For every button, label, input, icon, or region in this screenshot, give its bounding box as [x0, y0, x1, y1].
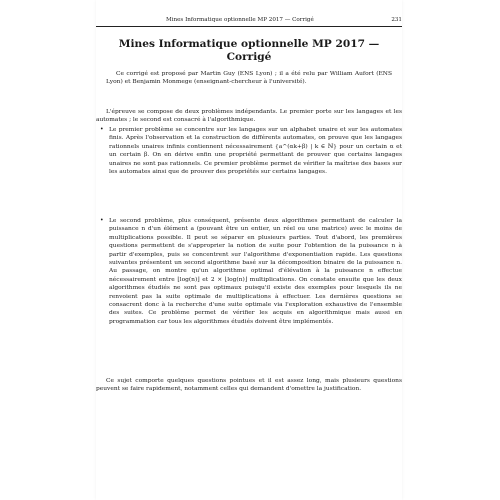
bullet-marker: • — [100, 126, 104, 133]
closing-paragraph: Ce sujet comporte quelques questions pointues et il est assez long, mais plusieurs questions peuvent se faire rapidement, notamment celles qui demandent d'omettre la justification. — [96, 378, 402, 393]
page-number: 231 — [391, 17, 402, 23]
section-intro-paragraph: L'épreuve se compose de deux problèmes indépendants. Le premier porte sur les langages et les automates ; le second est consacré à l'algorithmique. — [96, 109, 402, 124]
bullet-marker: • — [100, 217, 104, 224]
page-header — [96, 16, 402, 24]
list-item — [96, 126, 402, 176]
list-item — [96, 217, 402, 326]
intro-paragraph: Ce corrigé est proposé par Martin Guy (ENS Lyon) ; il a été relu par William Aufort (ENS Lyon) et Benjamin Monmege (enseignant-chercheur à l'université). — [106, 71, 392, 86]
list-item-text: Le premier problème se concentre sur les langages sur un alphabet unaire et sur les automates finis. Après l'observation et la construction de différents automates, on prouve que les langages rationnels unaires infinis contiennent nécessairement {a^(αk+β) | k ∈ ℕ} pour un certain α et un certain β. On en dérive enfin une propriété permettant de prouver que certains langages unaires ne sont pas rationnels. Ce premier problème permet de vérifier la maîtrise des bases sur les automates ainsi que de prouver des propriétés sur certains langages. — [109, 127, 402, 176]
document-page — [96, 0, 402, 500]
running-title: Mines Informatique optionnelle MP 2017 — Corrigé — [166, 17, 314, 23]
list-item-text: Le second problème, plus conséquent, présente deux algorithmes permettant de calculer la puissance n d'un élément a (pouvant être un entier, un réel ou une matrice) avec le moins de multiplications possible. Il peut se séparer en plusieurs parties. Tout d'abord, les premières questions permettent de s'approprier la notion de suite pour l'obtention de la puissance n à partir d'exemples, puis se concentrent sur l'algorithme d'exponentiation rapide. Les questions suivantes présentent un second algorithme basé sur la décomposition binaire de la puissance n. Au passage, on montre qu'un algorithme optimal d'élévation à la puissance n effectue nécessairement entre ⌊log(n)⌋ et 2 × ⌊log(n)⌋ multiplications. On constate ensuite que les deux algorithmes étudiés ne sont pas optimaux puisqu'il existe des exemples pour lesquels ils ne renvoient pas la suite optimale de multiplications à effectuer. Les dernières questions se consacrent donc à la recherche d'une suite optimale via l'exploration exhaustive de l'ensemble des suites. Ce problème permet de vérifier les acquis en algorithmique mais aussi en programmation car tous les algorithmes étudiés doivent être implémentés. — [109, 218, 402, 325]
header-rule — [96, 26, 402, 27]
page-title: Mines Informatique optionnelle MP 2017 — Corrigé — [118, 38, 380, 63]
